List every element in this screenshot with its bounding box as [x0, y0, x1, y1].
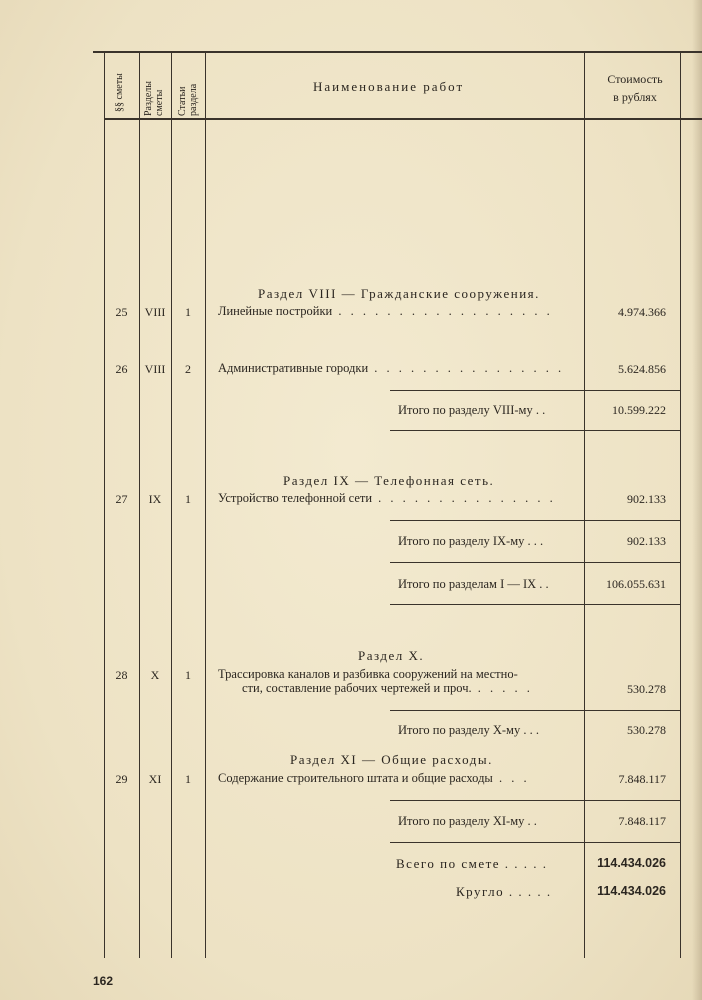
header-section-articles-line2: раздела: [188, 83, 199, 116]
rule-after-total-9: [390, 562, 680, 563]
row-25-name: Линейные постройки . . . . . . . . . . . . . . . . . .: [218, 304, 553, 318]
row-29-number: 29: [115, 772, 128, 786]
row-28-name-line2: сти, составление рабочих чертежей и проч. . . . . .: [242, 681, 533, 695]
section-8-total-cost: 10.599.222: [612, 403, 666, 417]
col-divider-6: [680, 53, 681, 958]
row-28-number: 28: [115, 668, 128, 682]
row-25-article: 1: [185, 305, 191, 319]
row-27-cost: 902.133: [627, 492, 666, 506]
row-28-section: X: [150, 668, 160, 682]
row-25-section: VIII: [144, 305, 166, 319]
rule-after-total-1-9: [390, 604, 680, 605]
rounded-total-cost: 114.434.026: [597, 884, 666, 898]
row-28-name-line1: Трассировка каналов и разбивка сооружений на местно-: [218, 667, 518, 681]
sections-1-9-total-cost: 106.055.631: [606, 577, 666, 591]
page-number: 162: [93, 974, 114, 988]
section-11-title: Раздел XI — Общие расходы.: [290, 752, 493, 767]
header-cost-line2: в рублях: [613, 90, 657, 104]
section-10-title: Раздел X.: [358, 648, 425, 663]
section-8-total-label: Итого по разделу VIII-му . .: [398, 403, 546, 417]
row-26-section: VIII: [144, 362, 166, 376]
header-estimate-sections-line2: сметы: [154, 89, 165, 116]
section-9-total-label: Итого по разделу IX-му . . .: [398, 534, 544, 548]
row-29-article: 1: [185, 772, 191, 786]
row-26-number: 26: [115, 362, 128, 376]
page-edge-shadow: [692, 0, 702, 1000]
row-25-number: 25: [115, 305, 128, 319]
section-10-total-cost: 530.278: [627, 723, 666, 737]
header-cost-line1: Стоимость: [607, 72, 663, 86]
section-11-total-label: Итого по разделу XI-му . .: [398, 814, 537, 828]
sections-1-9-total-label: Итого по разделам I — IX . .: [398, 577, 549, 591]
row-26-article: 2: [185, 362, 191, 376]
rule-before-total-10: [390, 710, 680, 711]
header-paragraph-number: §§ сметы: [114, 73, 125, 112]
table-top-rule: [93, 51, 702, 53]
grand-total-label: Всего по смете . . . . .: [396, 856, 548, 871]
row-27-number: 27: [115, 492, 128, 506]
rule-before-total-8: [390, 390, 680, 391]
row-26-name: Административные городки . . . . . . . . . . . . . . . .: [218, 361, 565, 375]
rule-before-total-11: [390, 800, 680, 801]
header-work-name: Наименование работ: [313, 79, 465, 94]
header-bottom-rule: [104, 118, 702, 120]
section-11-total-cost: 7.848.117: [618, 814, 666, 828]
section-8-title: Раздел VIII — Гражданские сооружения.: [258, 286, 540, 301]
section-9-title: Раздел IX — Телефонная сеть.: [283, 473, 495, 488]
row-27-section: IX: [148, 492, 162, 506]
row-25-cost: 4.974.366: [618, 305, 666, 319]
col-divider-4: [205, 53, 206, 958]
section-10-total-label: Итого по разделу X-му . . .: [398, 723, 539, 737]
rule-after-total-11: [390, 842, 680, 843]
row-26-cost: 5.624.856: [618, 362, 666, 376]
row-29-name: Содержание строительного штата и общие расходы . . .: [218, 771, 530, 785]
row-27-name: Устройство телефонной сети . . . . . . . . . . . . . . .: [218, 491, 556, 505]
col-divider-5: [584, 53, 585, 958]
grand-total-cost: 114.434.026: [597, 856, 666, 870]
row-27-article: 1: [185, 492, 191, 506]
section-9-total-cost: 902.133: [627, 534, 666, 548]
rule-before-total-9: [390, 520, 680, 521]
row-28-cost: 530.278: [627, 682, 666, 696]
header-estimate-sections-line1: Разделы: [143, 80, 154, 116]
row-28-article: 1: [185, 668, 191, 682]
rounded-total-label: Кругло . . . . .: [456, 884, 552, 899]
rule-after-total-8: [390, 430, 680, 431]
row-29-cost: 7.848.117: [618, 772, 666, 786]
header-section-articles-line1: Статьи: [177, 86, 188, 116]
row-29-section: XI: [148, 772, 162, 786]
